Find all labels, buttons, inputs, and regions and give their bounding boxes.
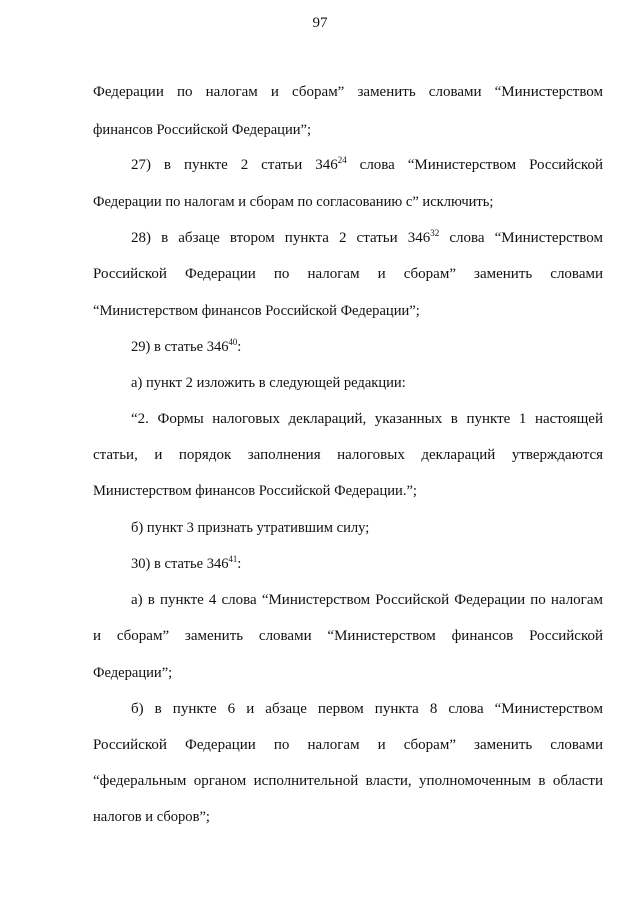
superscript: 40	[228, 337, 238, 347]
superscript: 24	[337, 155, 347, 165]
text-segment: 29) в статье 346	[131, 339, 229, 355]
text-line: статьи, и порядок заполнения налоговых деклараций утверждаются	[93, 447, 603, 463]
text-line: и сборам” заменить словами “Министерством финансов Российской	[93, 628, 603, 644]
text-segment: слова “Министерством	[439, 230, 603, 246]
text-line: “2. Формы налоговых деклараций, указанных в пункте 1 настоящей	[131, 411, 603, 427]
text-line: Федерации по налогам и сборам по согласованию с” исключить;	[93, 194, 494, 210]
text-segment: 28) в абзаце втором пункта 2 статьи 346	[131, 230, 431, 246]
text-line-with-superscript	[131, 229, 603, 247]
text-line: Министерством финансов Российской Федерации.”;	[93, 483, 417, 499]
text-line-with-superscript	[131, 338, 241, 356]
text-line: Федерации”;	[93, 665, 173, 681]
text-line: б) пункт 3 признать утратившим силу;	[131, 520, 370, 536]
text-line: а) в пункте 4 слова “Министерством Российской Федерации по налогам	[131, 592, 603, 608]
superscript: 41	[228, 554, 238, 564]
text-segment: слова “Министерством Российской	[346, 157, 603, 173]
text-line: “Министерством финансов Российской Федерации”;	[93, 303, 420, 319]
text-line-with-superscript	[131, 555, 241, 573]
text-line: финансов Российской Федерации”;	[93, 122, 312, 138]
text-segment: :	[237, 556, 242, 572]
text-line: Федерации по налогам и сборам” заменить словами “Министерством	[93, 84, 603, 100]
text-line: Российской Федерации по налогам и сборам” заменить словами	[93, 737, 603, 753]
superscript: 32	[430, 228, 440, 238]
text-line: налогов и сборов”;	[93, 809, 210, 825]
page-number: 97	[312, 15, 328, 31]
text-segment: 30) в статье 346	[131, 556, 229, 572]
text-line: а) пункт 2 изложить в следующей редакции:	[131, 375, 406, 391]
text-segment: :	[237, 339, 242, 355]
text-line: “федеральным органом исполнительной власти, уполномоченным в области	[93, 773, 603, 789]
text-line-with-superscript	[131, 156, 603, 174]
text-line: Российской Федерации по налогам и сборам” заменить словами	[93, 266, 603, 282]
text-segment: 27) в пункте 2 статьи 346	[131, 157, 338, 173]
text-line: б) в пункте 6 и абзаце первом пункта 8 слова “Министерством	[131, 701, 603, 717]
